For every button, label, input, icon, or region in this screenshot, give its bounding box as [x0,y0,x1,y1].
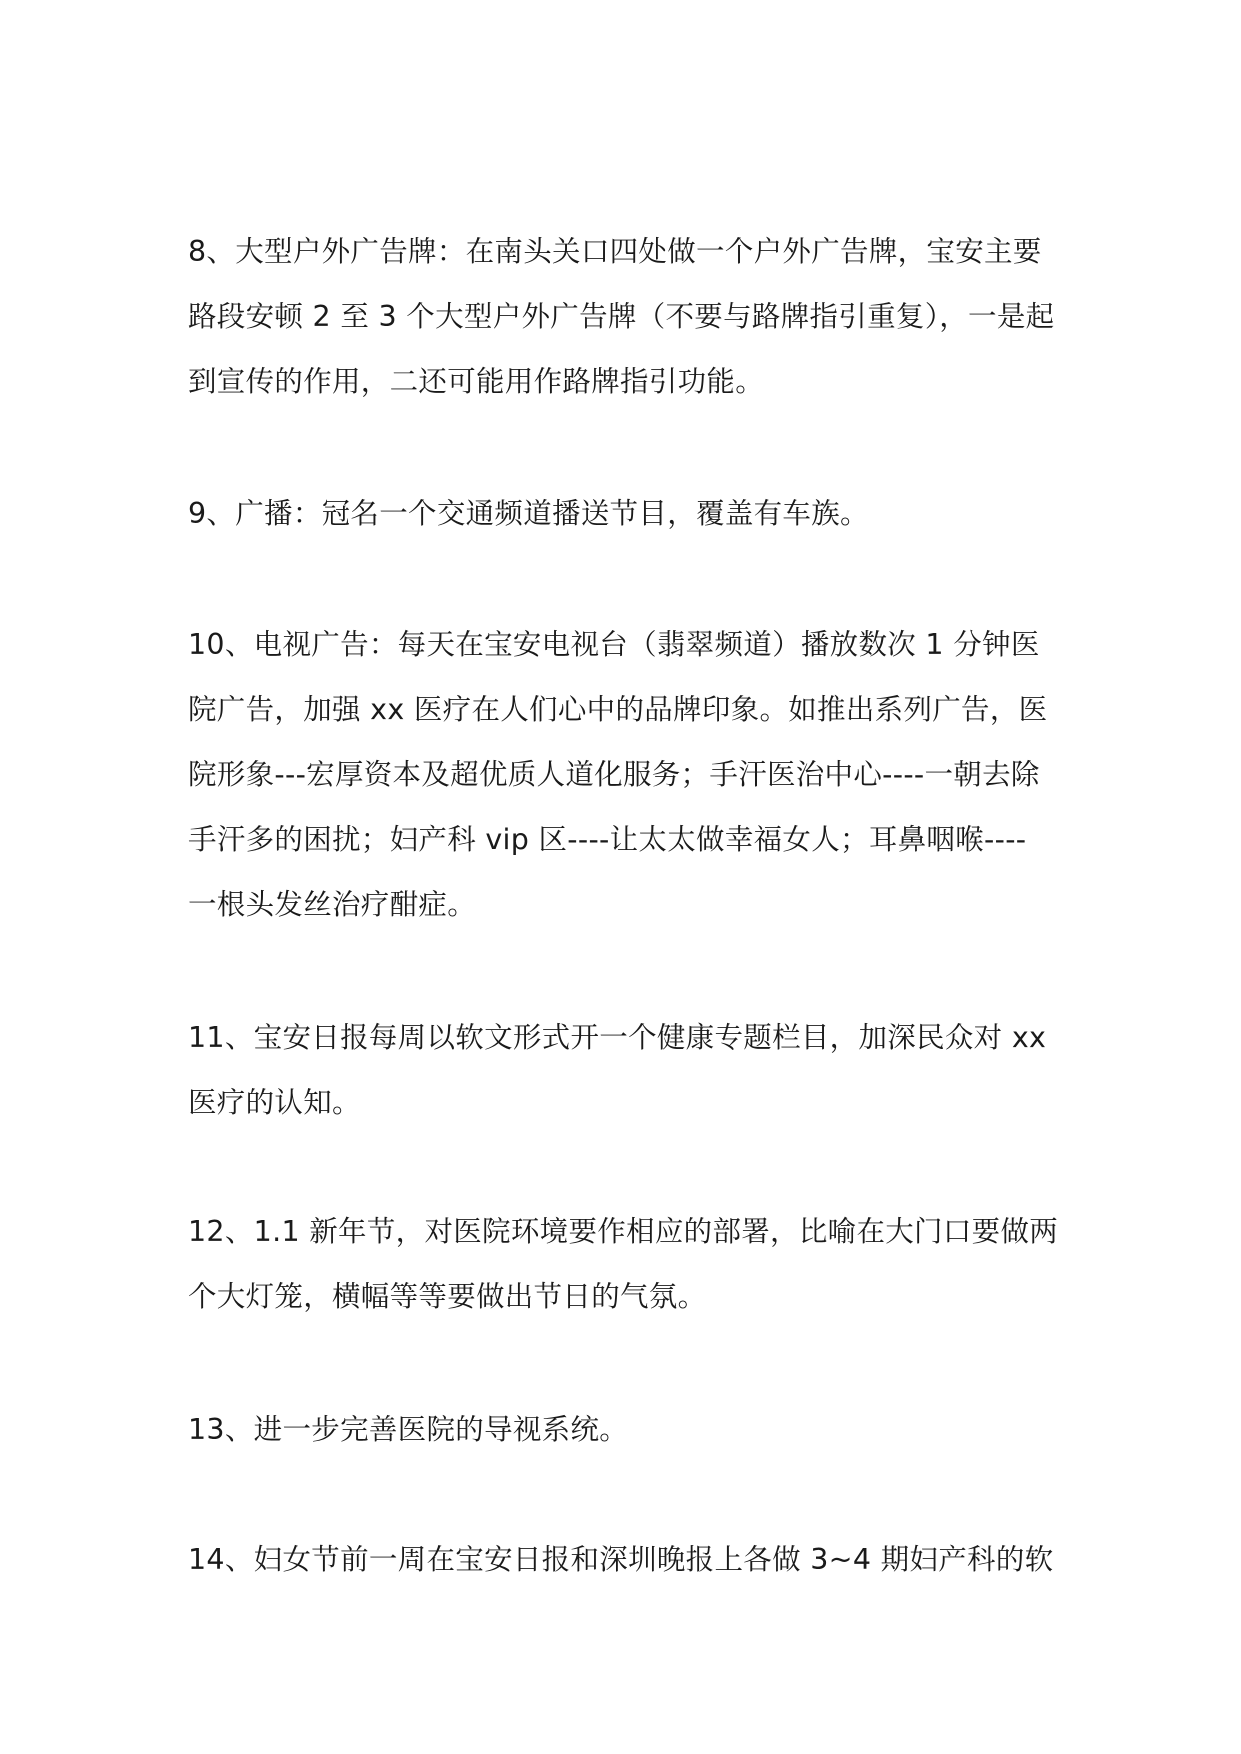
paragraph-13 [188,1397,1060,1462]
paragraph-14 [188,1527,1060,1592]
paragraph-line: 12、1.1 新年节，对医院环境要作相应的部署，比喻在大门口要做两 [188,1215,1059,1248]
paragraph-line: 医疗的认知。 [188,1086,361,1119]
paragraph-line: 手汗多的困扰；妇产科 vip 区----让太太做幸福女人；耳鼻咽喉---- [188,823,1027,856]
paragraph-line: 院形象---宏厚资本及超优质人道化服务；手汗医治中心----一朝去除 [188,758,1040,791]
paragraph-line: 8、大型户外广告牌：在南头关口四处做一个户外广告牌，宝安主要 [188,235,1042,268]
paragraph-line: 一根头发丝治疗酣症。 [188,888,477,921]
paragraph-line: 个大灯笼，横幅等等要做出节日的气氛。 [188,1280,707,1313]
paragraph-line: 13、进一步完善医院的导视系统。 [188,1413,629,1446]
paragraph-9 [188,481,1060,546]
paragraph-11 [188,1005,1060,1135]
paragraph-8 [188,219,1060,414]
paragraph-10 [188,612,1060,937]
paragraph-line: 14、妇女节前一周在宝安日报和深圳晚报上各做 3~4 期妇产科的软 [188,1543,1054,1576]
paragraph-line: 11、宝安日报每周以软文形式开一个健康专题栏目，加深民众对 xx [188,1021,1047,1054]
paragraph-line: 9、广播：冠名一个交通频道播送节目，覆盖有车族。 [188,497,869,530]
paragraph-line: 路段安顿 2 至 3 个大型户外广告牌（不要与路牌指引重复），一是起 [188,300,1055,333]
paragraph-line: 10、电视广告：每天在宝安电视台（翡翠频道）播放数次 1 分钟医 [188,628,1040,661]
paragraph-line: 到宣传的作用，二还可能用作路牌指引功能。 [188,365,765,398]
paragraph-12 [188,1199,1060,1329]
paragraph-line: 院广告，加强 xx 医疗在人们心中的品牌印象。如推出系列广告，医 [188,693,1048,726]
